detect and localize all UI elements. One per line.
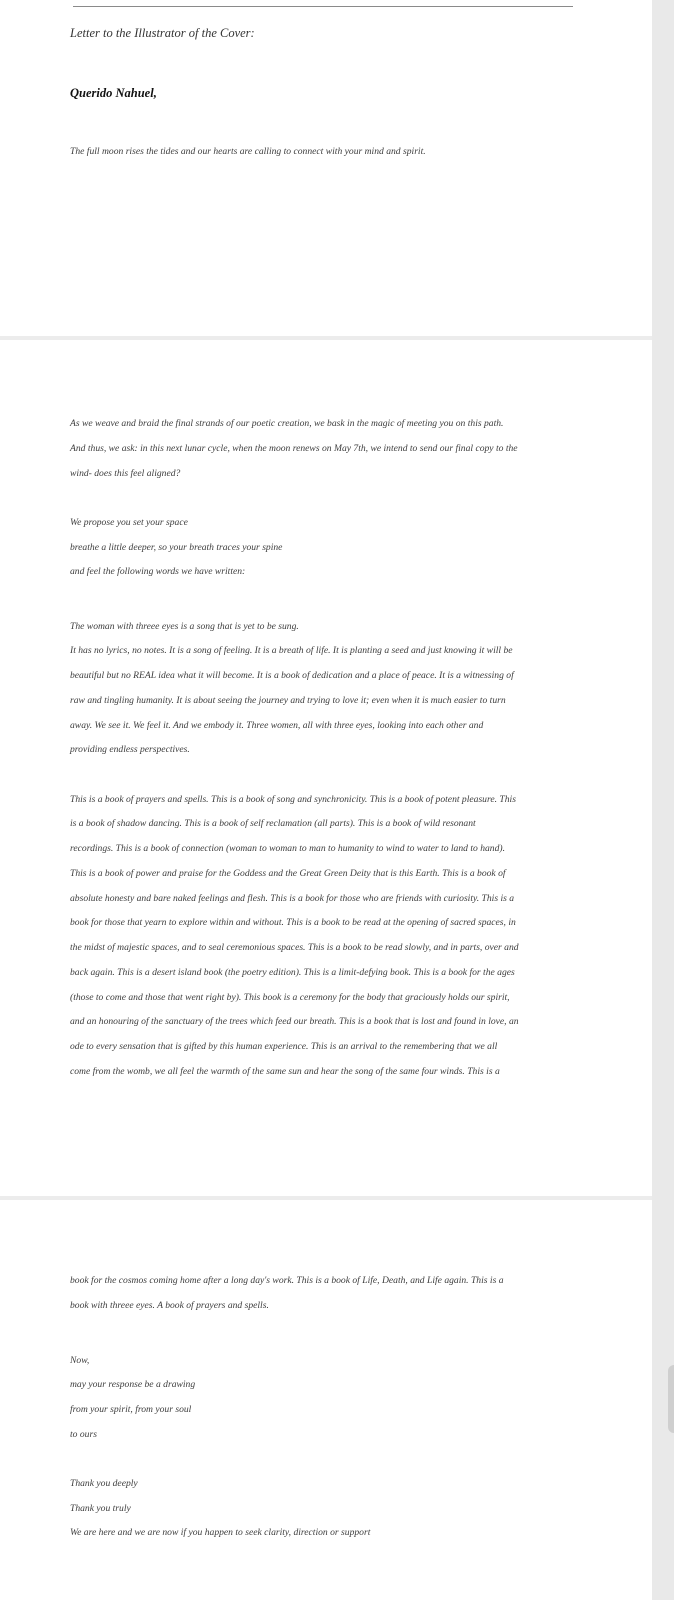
document-page-2 bbox=[0, 340, 652, 1196]
paragraph-line: is a book of shadow dancing. This is a book of self reclamation (all parts). This is a book of wild resonant bbox=[70, 818, 476, 829]
paragraph-line: away. We see it. We feel it. And we embody it. Three women, all with three eyes, looking into each other and bbox=[70, 720, 484, 731]
letter-greeting: Querido Nahuel, bbox=[70, 86, 157, 100]
paragraph-line: And thus, we ask: in this next lunar cycle, when the moon renews on May 7th, we intend to send our final copy to the bbox=[70, 443, 518, 454]
paragraph-line: We propose you set your space bbox=[70, 517, 188, 528]
closing-line: Thank you truly bbox=[70, 1503, 131, 1514]
scrollbar-thumb[interactable] bbox=[668, 1365, 674, 1433]
paragraph-line: wind- does this feel aligned? bbox=[70, 468, 181, 479]
paragraph-line: Now, bbox=[70, 1355, 90, 1366]
paragraph-line: book for those that yearn to explore within and without. This is a book to be read at the opening of sacred spaces, in bbox=[70, 917, 516, 928]
paragraph-line: ode to every sensation that is gifted by this human experience. This is an arrival to the remembering that we all bbox=[70, 1041, 498, 1052]
intro-line: The full moon rises the tides and our hearts are calling to connect with your mind and spirit. bbox=[70, 146, 426, 157]
paragraph-line: beautiful but no REAL idea what it will become. It is a book of dedication and a place of peace. It is a witnessing of bbox=[70, 670, 514, 681]
paragraph-line: back again. This is a desert island book (the poetry edition). This is a limit-defying book. This is a book for the ages bbox=[70, 967, 515, 978]
document-page-1 bbox=[0, 0, 652, 336]
paragraph-line: and an honouring of the sanctuary of the trees which feed our breath. This is a book that is lost and found in love, an bbox=[70, 1016, 519, 1027]
letter-heading: Letter to the Illustrator of the Cover: bbox=[70, 26, 255, 40]
paragraph-line: This is a book of power and praise for the Goddess and the Great Green Deity that is this Earth. This is a book of bbox=[70, 868, 506, 879]
paragraph-line: come from the womb, we all feel the warmth of the same sun and hear the song of the same four winds. This is a bbox=[70, 1066, 500, 1077]
paragraph-line: This is a book of prayers and spells. This is a book of song and synchronicity. This is a book of potent pleasure. This bbox=[70, 794, 516, 805]
closing-line: Thank you deeply bbox=[70, 1478, 138, 1489]
document-page-3 bbox=[0, 1200, 652, 1600]
page-top-divider bbox=[73, 6, 573, 7]
paragraph-line: raw and tingling humanity. It is about seeing the journey and trying to love it; even when it is much easier to turn bbox=[70, 695, 506, 706]
paragraph-line: from your spirit, from your soul bbox=[70, 1404, 192, 1415]
paragraph-line: the midst of majestic spaces, and to seal ceremonious spaces. This is a book to be read slowly, and in parts, over and bbox=[70, 942, 519, 953]
paragraph-line: breathe a little deeper, so your breath traces your spine bbox=[70, 542, 283, 553]
vertical-scrollbar[interactable] bbox=[652, 0, 674, 1600]
paragraph-line: recordings. This is a book of connection (woman to woman to man to humanity to wind to water to land to hand). bbox=[70, 843, 505, 854]
paragraph-line: The woman with threee eyes is a song that is yet to be sung. bbox=[70, 621, 299, 632]
paragraph-line: and feel the following words we have written: bbox=[70, 566, 246, 577]
paragraph-line: absolute honesty and bare naked feelings and flesh. This is a book for those who are friends with curiosity. This is a bbox=[70, 893, 515, 904]
paragraph-line: It has no lyrics, no notes. It is a song of feeling. It is a breath of life. It is planting a seed and just knowing it will be bbox=[70, 645, 513, 656]
paragraph-line: As we weave and braid the final strands of our poetic creation, we bask in the magic of meeting you on this path. bbox=[70, 418, 504, 429]
paragraph-line: may your response be a drawing bbox=[70, 1379, 196, 1390]
closing-line: We are here and we are now if you happen to seek clarity, direction or support bbox=[70, 1527, 371, 1538]
paragraph-line: (those to come and those that went right by). This book is a ceremony for the body that graciously holds our spirit, bbox=[70, 992, 510, 1003]
paragraph-line: providing endless perspectives. bbox=[70, 744, 190, 755]
paragraph-line: to ours bbox=[70, 1429, 97, 1440]
paragraph-line: book for the cosmos coming home after a long day's work. This is a book of Life, Death, and Life again. This is a bbox=[70, 1275, 504, 1286]
paragraph-line: book with threee eyes. A book of prayers and spells. bbox=[70, 1300, 269, 1311]
